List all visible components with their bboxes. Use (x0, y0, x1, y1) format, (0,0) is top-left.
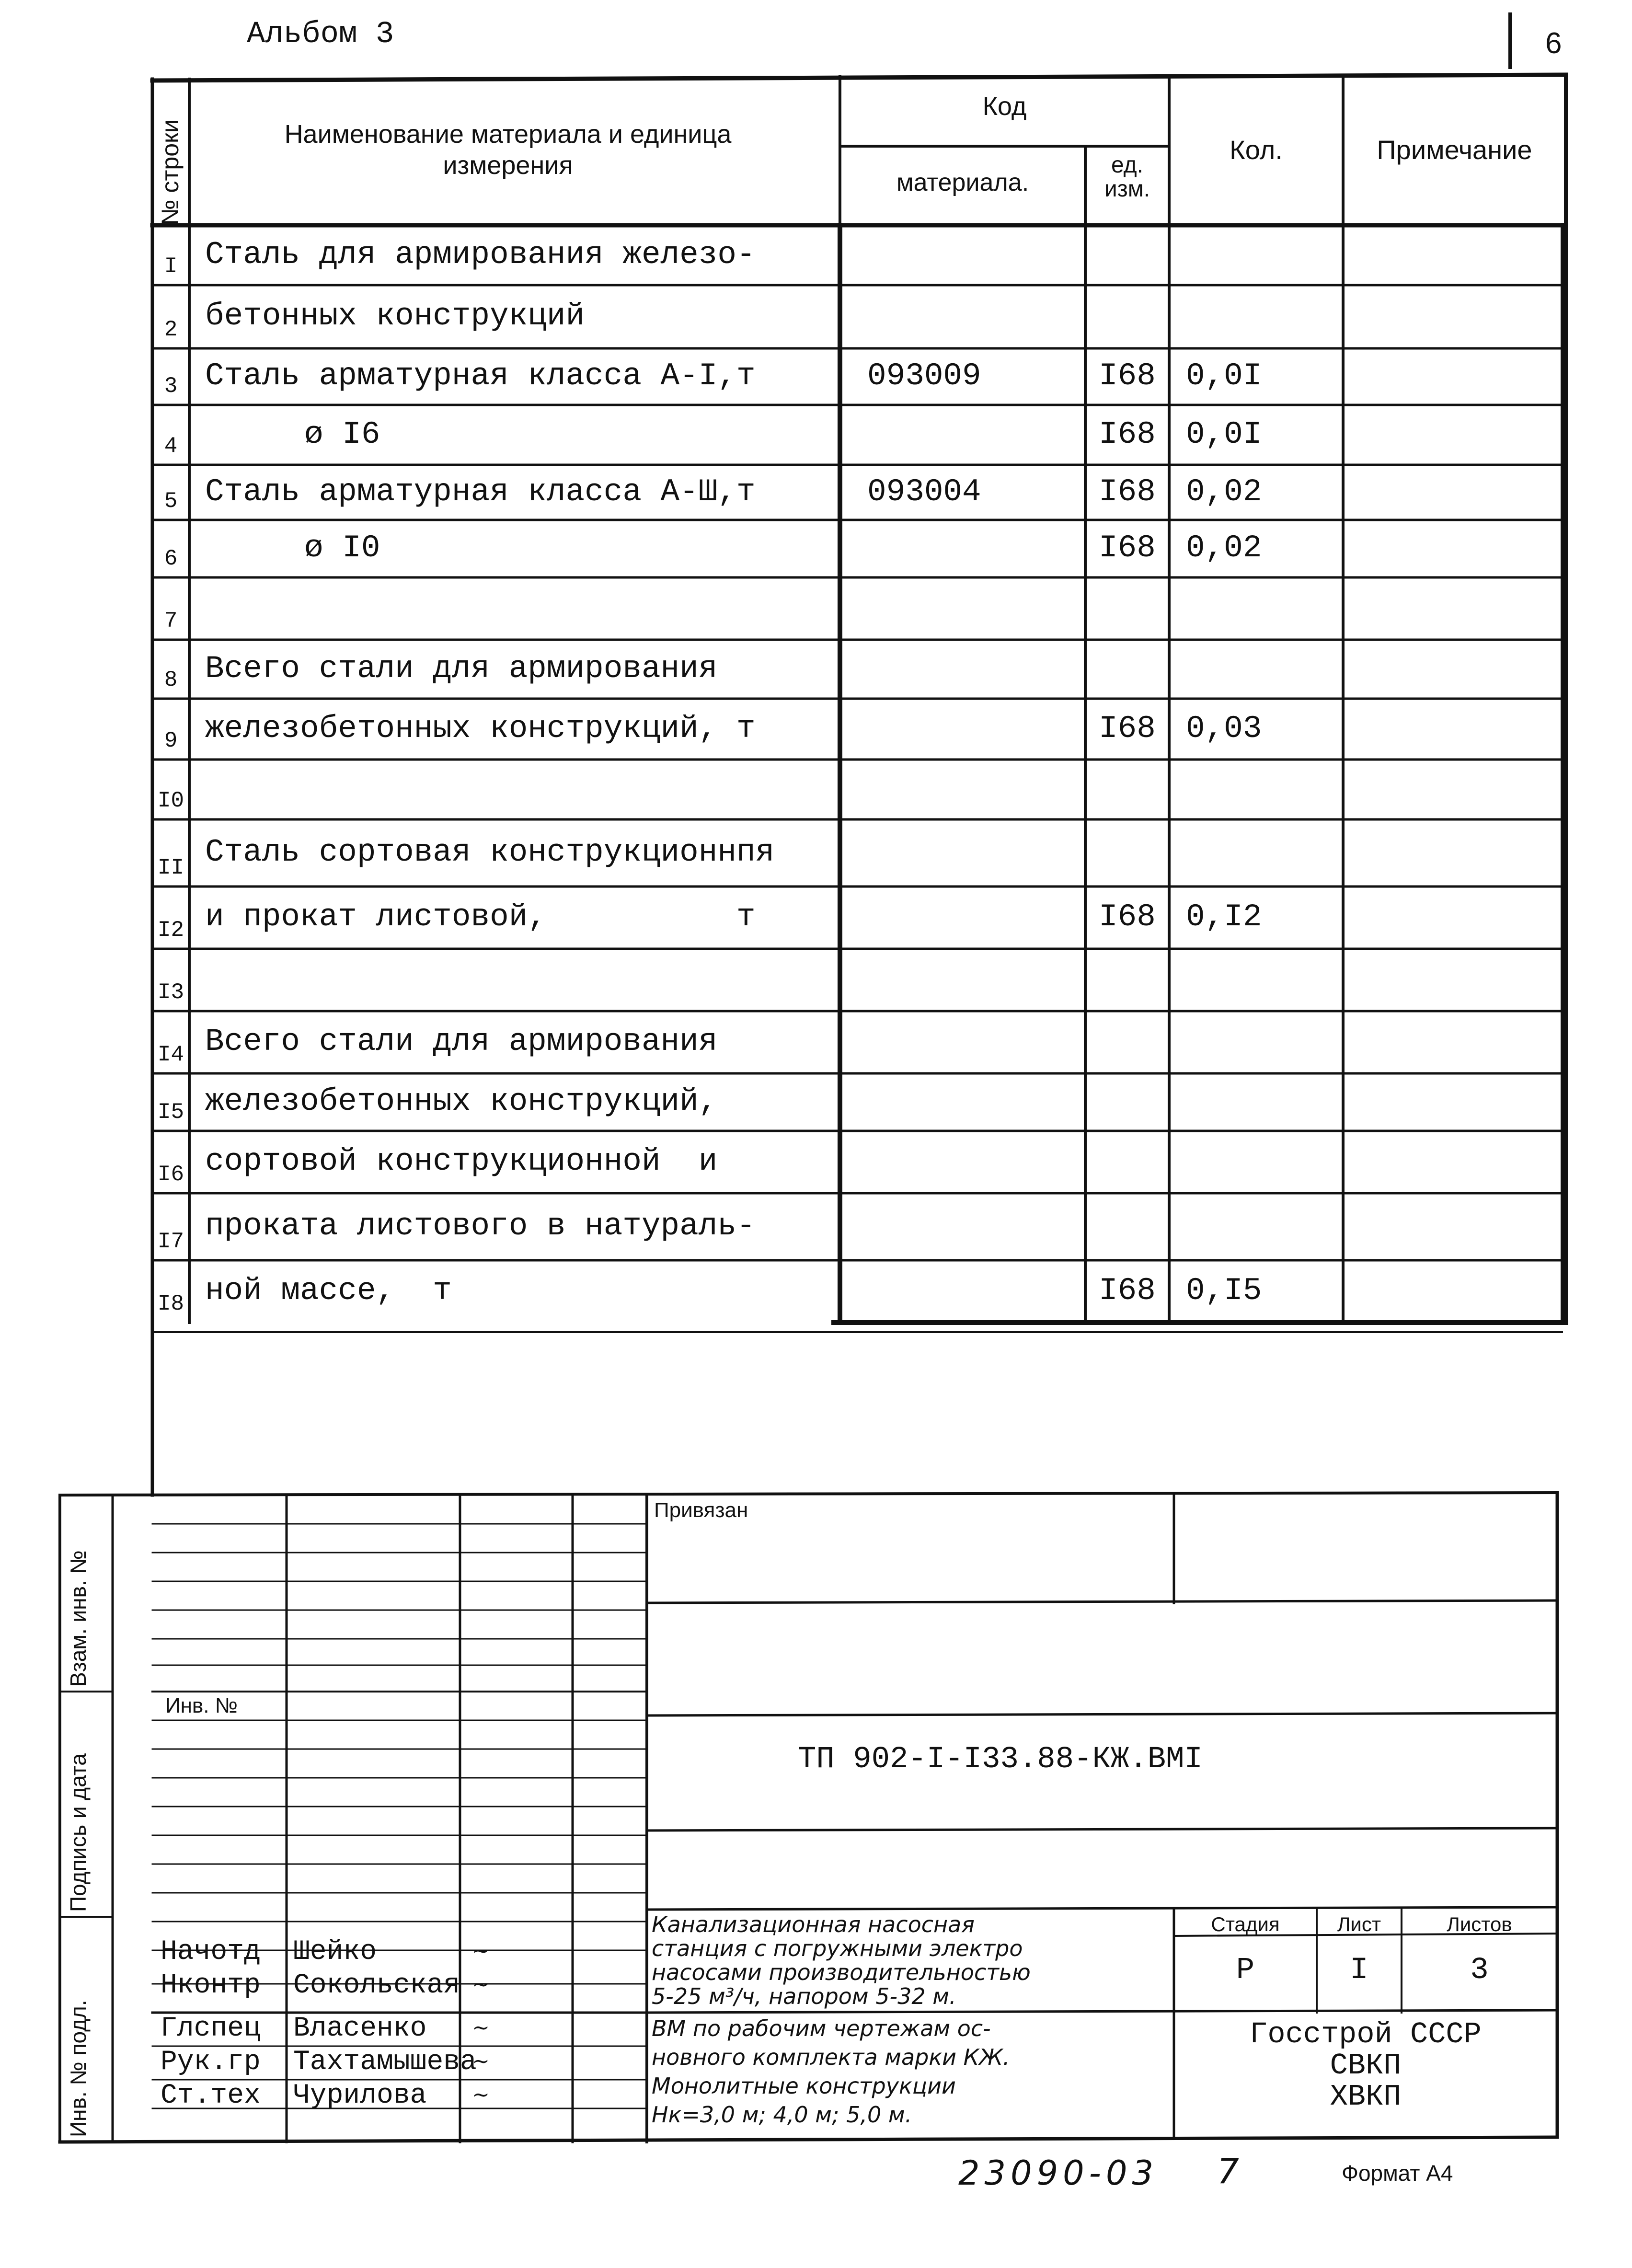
signature: ~ (472, 2049, 490, 2073)
signatory-role: Нконтр (161, 1970, 261, 2001)
doc-title-line: новного комплекта марки КЖ. (652, 2044, 1010, 2070)
row-number: I0 (157, 788, 184, 813)
sheet-value: I (1350, 1953, 1368, 1988)
row-number: I6 (157, 1162, 184, 1187)
quantity: 0,0I (1186, 358, 1262, 394)
material-name: проката листового в натураль- (205, 1208, 756, 1244)
footer-format: Формат А4 (1342, 2161, 1453, 2186)
inv-no-label: Инв. № (165, 1694, 238, 1717)
row-number: I5 (157, 1100, 184, 1125)
header-code: Код (982, 92, 1027, 121)
material-name: железобетонных конструкций, т (205, 710, 756, 747)
designation: ТП 902-I-I33.88-КЖ.ВМI (798, 1742, 1203, 1777)
header-material: материала. (896, 169, 1029, 196)
quantity: 0,02 (1186, 530, 1262, 566)
material-code: 093009 (867, 358, 981, 394)
header-name-text: Наименование материала и единица измерения (284, 120, 732, 180)
org-line-2: СВКП (1330, 2049, 1402, 2083)
signatory-name: Сокольская (293, 1970, 460, 2001)
material-name: Всего стали для армирования (205, 650, 718, 687)
row-number: 5 (164, 489, 178, 514)
row-number: I2 (157, 918, 184, 943)
privyazan-label: Привязан (654, 1498, 748, 1522)
side-label-inv-podl: Инв. № подл. (66, 2000, 91, 2137)
unit-code: I68 (1099, 1273, 1156, 1309)
material-name: ной массе, т (205, 1273, 452, 1309)
signature: ~ (472, 2015, 490, 2040)
signatory-role: Глспец (161, 2013, 261, 2044)
signatory-name: Тахтамышева (293, 2047, 477, 2078)
project-description (652, 1913, 1172, 2009)
doc-title-line: ВМ по рабочим чертежам ос- (652, 2015, 991, 2041)
description-line: Канализационная насосная (652, 1911, 975, 1937)
signatory-role: Ст.тех (161, 2080, 261, 2111)
material-code: 093004 (867, 473, 981, 510)
material-name: ø I6 (304, 416, 380, 452)
sheets-label: Листов (1447, 1913, 1512, 1935)
description-line: 5-25 м³/ч, напором 5-32 м. (652, 1983, 956, 2009)
material-name: Сталь сортовая конструкционнпя (205, 834, 775, 870)
footer-copy: 7 (1217, 2151, 1239, 2191)
signatory-name: Власенко (293, 2013, 427, 2044)
header-qty: Кол. (1230, 135, 1283, 165)
description-line: насосами производительностью (652, 1959, 1031, 1985)
side-label-podpis: Подпись и дата (66, 1753, 91, 1912)
album-label: Альбом 3 (247, 17, 394, 52)
side-label-vzam: Взам. инв. № (66, 1550, 91, 1687)
stage-value: Р (1236, 1953, 1255, 1988)
signature: ~ (472, 2083, 490, 2107)
unit-code: I68 (1099, 473, 1156, 510)
row-number: 4 (164, 434, 178, 459)
material-name: ø I0 (304, 530, 380, 566)
material-name: Сталь арматурная класса А-I,т (205, 358, 756, 394)
stage-label: Стадия (1211, 1913, 1280, 1935)
unit-code: I68 (1099, 358, 1156, 394)
quantity: 0,03 (1186, 710, 1262, 747)
doc-title-line: Монолитные конструкции (652, 2073, 956, 2099)
material-name: сортовой конструкционной и (205, 1143, 718, 1179)
material-name: Сталь арматурная класса А-Ш,т (205, 473, 756, 510)
unit-code: I68 (1099, 530, 1156, 566)
row-number: I8 (157, 1291, 184, 1316)
unit-code: I68 (1099, 710, 1156, 747)
row-number: I7 (157, 1229, 184, 1254)
quantity: 0,0I (1186, 416, 1262, 452)
row-number: 7 (164, 609, 178, 633)
signatory-role: Начотд (161, 1936, 261, 1968)
quantity: 0,I5 (1186, 1273, 1262, 1309)
header-unit-text: ед. изм. (1104, 152, 1150, 202)
sheet-label: Лист (1337, 1913, 1381, 1935)
org-line-3: ХВКП (1330, 2080, 1402, 2114)
row-number: 2 (164, 317, 178, 342)
signature: ~ (472, 1939, 490, 1963)
header-note: Примечание (1377, 135, 1532, 165)
unit-code: I68 (1099, 899, 1156, 935)
quantity: 0,02 (1186, 473, 1262, 510)
row-number: I (164, 254, 178, 279)
signatory-role: Рук.гр (161, 2047, 261, 2078)
material-name: Сталь для армирования железо- (205, 236, 756, 273)
header-row-no: № строки (157, 119, 184, 225)
row-number: I4 (157, 1042, 184, 1067)
row-number: 3 (164, 374, 178, 399)
org-line-1: Госстрой СССР (1250, 2017, 1482, 2051)
row-number: 6 (164, 546, 178, 571)
quantity: 0,I2 (1186, 899, 1262, 935)
material-name: и прокат листовой, т (205, 899, 756, 935)
row-number: II (157, 855, 184, 880)
material-name: железобетонных конструкций, (205, 1083, 718, 1119)
signature: ~ (472, 1972, 490, 1997)
sheets-value: 3 (1470, 1953, 1489, 1988)
sheet-number: 6 (1545, 27, 1562, 60)
row-number: 9 (164, 728, 178, 753)
material-name: Всего стали для армирования (205, 1024, 718, 1059)
footer-number: 23090-03 (958, 2153, 1159, 2193)
description-line: станция с погружными электро (652, 1935, 1023, 1961)
row-number: 8 (164, 668, 178, 692)
header-unit (1085, 153, 1169, 202)
row-number: I3 (157, 980, 184, 1005)
signatory-name: Шейко (293, 1936, 377, 1968)
signatory-name: Чурилова (293, 2080, 427, 2111)
material-name: бетонных конструкций (205, 298, 585, 334)
doc-title-line: Нк=3,0 м; 4,0 м; 5,0 м. (652, 2102, 912, 2128)
document-title (652, 2017, 1172, 2132)
header-name (268, 119, 747, 181)
unit-code: I68 (1099, 416, 1156, 452)
